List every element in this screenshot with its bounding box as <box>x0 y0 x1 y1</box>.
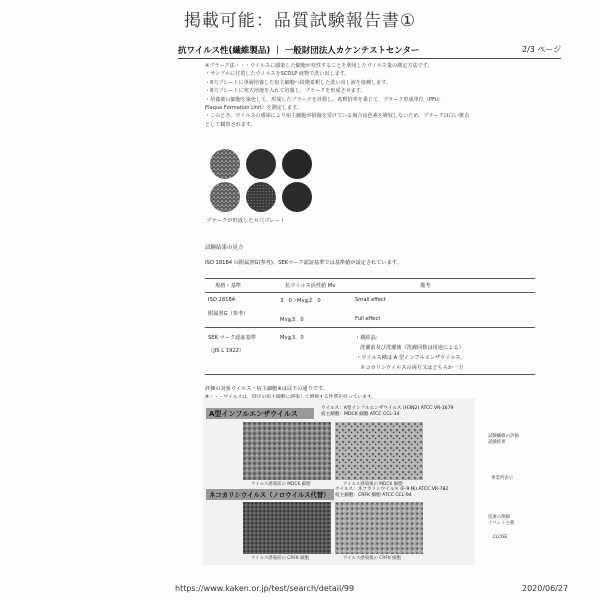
header-product-org <box>178 44 419 56</box>
plaque-method-notes <box>205 62 560 129</box>
side-note: 事業所表示 <box>491 476 513 481</box>
note-line: ・このとき、ウイルスの感染により宿主細胞が損傷を受けている場合は色素を吸収しないため、プラークは白い斑点 <box>205 113 470 120</box>
table-cell-note: ・親結晶： <box>355 335 381 341</box>
section-text: ISO 18184 の附属書G(参考)、SEKマーク認証基準では基準値が設定されています。 <box>205 260 402 266</box>
note-line: ・6穴プレートに単層培養した宿主細胞へ段階希釈した洗い出し液を接種します。 <box>205 79 392 86</box>
virus-photo-panel <box>203 398 475 565</box>
mdck-after-caption: ウイルス感染後の MDCK 細胞 <box>343 482 403 487</box>
table-extra-note: ネコカリシウイルスの両方又はどちらか一方 <box>360 365 464 371</box>
note-line: Plaque Formation Unit）を測定します。 <box>205 105 302 112</box>
table-header-standard: 規格・基準 <box>215 283 241 289</box>
mdck-before-caption: ウイルス感染前の MDCK 細胞 <box>251 482 311 487</box>
mdck-after-micrograph <box>335 422 423 480</box>
table-cell-note: 洗濯前及び洗濯後（洗濯回数は用途による） <box>360 345 464 351</box>
table-cell-note: Full effect <box>355 316 381 322</box>
page-number: 2/3 ページ <box>522 45 562 54</box>
note-line: ・培養後の細胞を染色して、形成したプラークを計数し、希釈倍率を乗じて、プラーク形成単位（PFU： <box>205 96 444 103</box>
crfk-after-caption: ウイルス感染後の CRFK 細胞 <box>343 556 401 561</box>
header-org: 一般財団法人カケンテストセンター <box>284 46 420 56</box>
table-cell-std: 附属書G（参考） <box>208 311 249 317</box>
table-extra-note: ・ウイルス種は A 型インフルエンザウイルス、 <box>356 355 466 361</box>
page-title: 掲載可能：品質試験報告書① <box>183 11 417 31</box>
header-rule <box>178 58 561 59</box>
table-rule-top <box>205 278 535 279</box>
table-header-mv: 抗ウイルス活性値 Mv <box>285 283 336 289</box>
note-line: として観察されます。 <box>205 121 256 128</box>
target-intro: 評価の対象ウイルス・宿主細胞※は以下の通りです。 <box>205 386 328 392</box>
side-note: 技術の理解 イベント主催 <box>488 515 515 526</box>
table-cell-mv: Mv≧3．0 <box>280 317 304 323</box>
note-line: ※プラーク法・・・ウイルスに感染した細胞が変性することを利用したウイルス量の測定方法です。 <box>205 63 433 69</box>
mdck-before-micrograph <box>243 422 331 480</box>
header-divider: ｜ <box>273 46 282 56</box>
table-cell-mv: 3．0＞Mv≧2．0 <box>280 298 321 304</box>
crfk-before-micrograph <box>243 502 331 554</box>
table-cell-std: ISO 18184 <box>208 297 236 303</box>
table-cell-std: SEK マーク認証基準 <box>208 335 256 341</box>
section-title: 試験結果の見方 <box>205 245 244 251</box>
note-line: ・6穴プレートに寒天培地を入れて培養し、プラークを形成させます。 <box>205 88 366 95</box>
table-rule-bottom <box>205 374 535 375</box>
calicivirus-title: ネコカリシウイルス（ノロウイルス代替） <box>209 491 330 499</box>
side-note: CLOSE <box>493 535 508 540</box>
six-well-plate-photo <box>205 148 335 214</box>
crfk-before-caption: ウイルス感染前の CRFK 細胞 <box>251 556 309 561</box>
table-cell-mv: Mv≧3．0 <box>280 335 304 341</box>
side-note: 試験繊維の評価 試験結果 <box>488 434 519 445</box>
table-cell-note: Small effect <box>355 297 386 303</box>
influenza-virus-info: ウイルス：A型インフルエンザウイルス (H3N2) ATCC VR-1679 宿主細胞：MDCK 細胞 ATCC CCL-34 <box>321 406 454 417</box>
table-rule-mid <box>205 327 535 328</box>
note-line: ・サンプルに付着したウイルスをSCDLP 液物で洗い出します。 <box>205 71 350 78</box>
footer-url: https://www.kaken.or.jp/test/search/detail/99 <box>175 584 355 593</box>
plate-caption: プラークが形成した６穴プレート <box>206 218 286 224</box>
table-cell-std: （JIS L 1922） <box>208 348 245 354</box>
table-rule-header <box>205 292 535 293</box>
influenza-title: A型インフルエンザウイルス <box>209 410 298 418</box>
footer-date: 2020/06/27 <box>522 584 569 593</box>
table-header-remarks: 備考 <box>420 283 431 289</box>
crfk-after-micrograph <box>335 502 423 554</box>
header-product: 抗ワイルス性(繊維製品) <box>178 46 271 56</box>
calicivirus-virus-info: ウイルス：ネコカリシウイルス (F-9 株) ATCC VR-782 宿主細胞：CRFK 細胞 ATCC CCL-94 <box>335 487 449 498</box>
